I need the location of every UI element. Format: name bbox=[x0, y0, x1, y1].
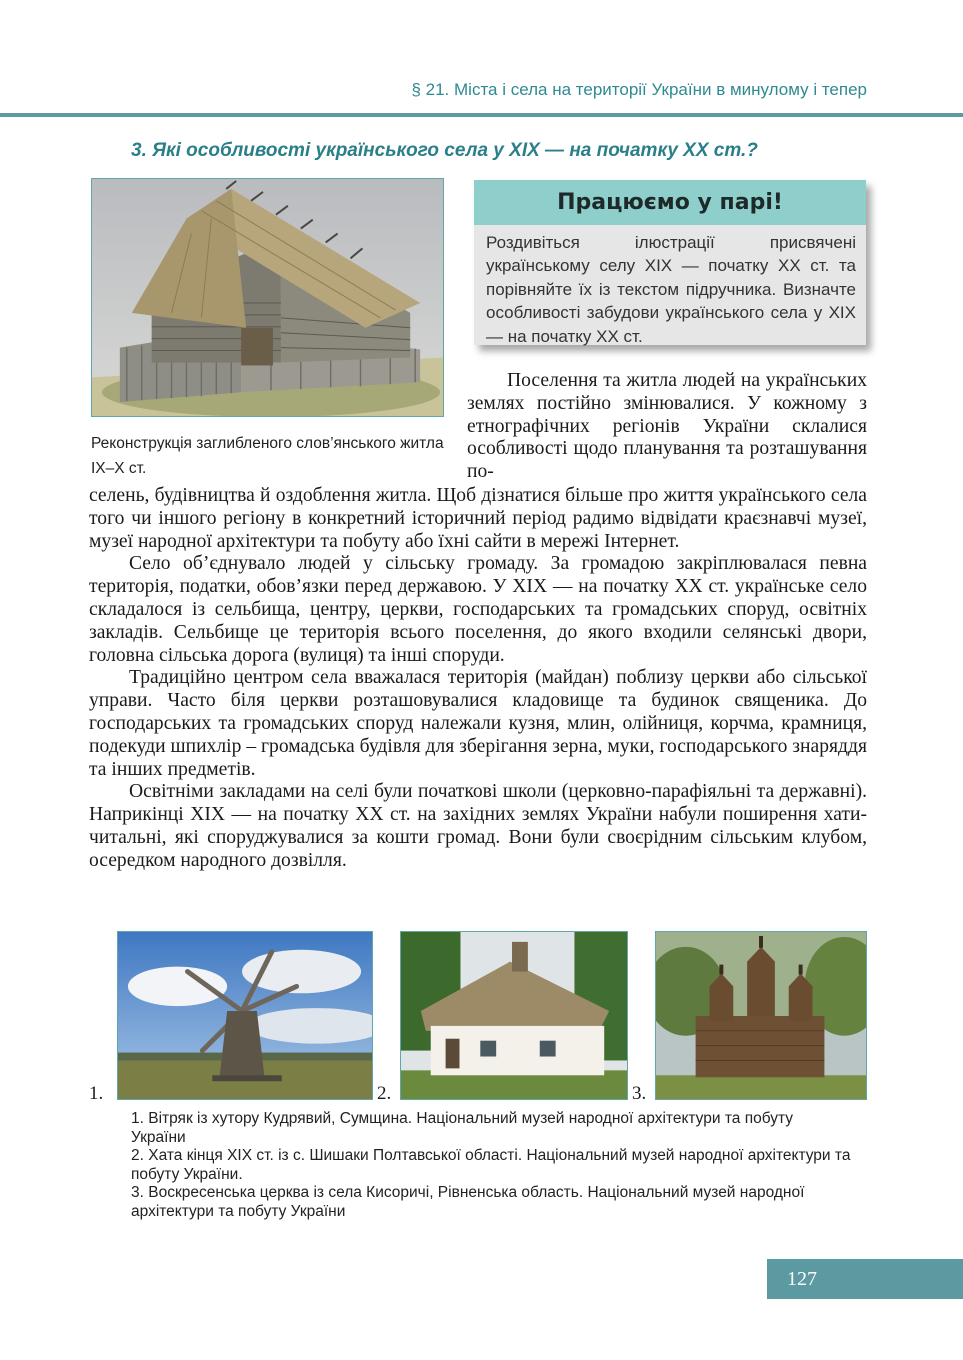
pair-work-box bbox=[474, 180, 866, 345]
photo-number-2: 2. bbox=[377, 1083, 392, 1104]
section-heading: 3. Які особливості українського села у XIX — на початку XX ст.? bbox=[131, 140, 758, 161]
windmill-photo bbox=[117, 931, 373, 1100]
church-photo bbox=[655, 931, 867, 1100]
house-photo bbox=[400, 931, 628, 1100]
pair-work-text: Роздивіться ілюстрації присвячені українському селу XIX — початку XX ст. та порівняйте їх із текстом підручника. Визначте особливості забудови українського села у XIX — на початку XX ст. bbox=[486, 233, 856, 346]
photo-number-3: 3. bbox=[632, 1083, 647, 1104]
paragraph-1-continued: селень, будівництва й оздоблення житла. Щоб дізнатися більше про життя українського села того чи іншого регіону в конкретний історичний період радимо відвідати краєзнавчі музеї, музеї народної архітектури та побуту або їхні сайти в мережі Інтернет. bbox=[89, 485, 867, 552]
photo-captions bbox=[131, 1110, 851, 1222]
paragraph-4: Освітніми закладами на селі були початкові школи (церковно-парафіяльні та державні). Наприкінці XIX — на початку XX ст. на західних землях України набули поширення хати-читальні, які споруджувалися за кошти громад. Вони були своєрідним сільським клубом, осередком народного дозвілля. bbox=[89, 781, 867, 871]
running-title: § 21. Міста і села на території України в минулому і тепер bbox=[411, 80, 867, 99]
page-number: 127 bbox=[787, 1268, 817, 1290]
photo-number-1: 1. bbox=[89, 1083, 104, 1104]
reconstruction-illustration bbox=[91, 178, 444, 417]
caption-3: 3. Воскресенська церква із села Кисоричі, Рівненська область. Національний музей народної архітектури та побуту України bbox=[131, 1184, 805, 1220]
paragraph-1-wrapped: Поселення та житла людей на українських землях постійно змінювалися. У кожному з етнографічних регіонів України склалися особливості щодо планування та розташування по- bbox=[467, 370, 867, 483]
page-number-tab bbox=[767, 1259, 963, 1299]
caption-1: 1. Вітряк із хутору Кудрявий, Сумщина. Національний музей народної архітектури та побуту України bbox=[131, 1110, 794, 1146]
paragraph-2: Село об’єднувало людей у сільську громаду. За громадою закріплювалася певна територія, податки, обов’язки перед державою. У XIX — на початку XX ст. українське село складалося із сельбища, центру, церкви, господарських та громадських споруд, освітніх закладів. Сельбище це територія всього поселення, до якого входили селянські двори, головна сільська дорога (вулиця) та інші споруди. bbox=[89, 553, 867, 666]
pair-work-title: Працюємо у парі! bbox=[474, 180, 866, 225]
figure-caption: Реконструкція заглибленого слов’янського житла IX–X ст. bbox=[91, 435, 444, 477]
caption-2: 2. Хата кінця XIX ст. із с. Шишаки Полтавської області. Національний музей народної архітектури та побуту України. bbox=[131, 1147, 851, 1183]
paragraph-3: Традиційно центром села вважалася територія (майдан) поблизу церкви або сільської управи. Часто біля церкви розташовувалися кладовище та будинок священика. До господарських та громадських споруд належали кузня, млин, олійниця, корчма, крамниця, подекуди шпихлір – громадська будівля для зберігання зерна, муки, господарського знаряддя та інших предметів. bbox=[89, 667, 867, 780]
body-text bbox=[89, 485, 867, 873]
header-divider bbox=[0, 113, 963, 117]
